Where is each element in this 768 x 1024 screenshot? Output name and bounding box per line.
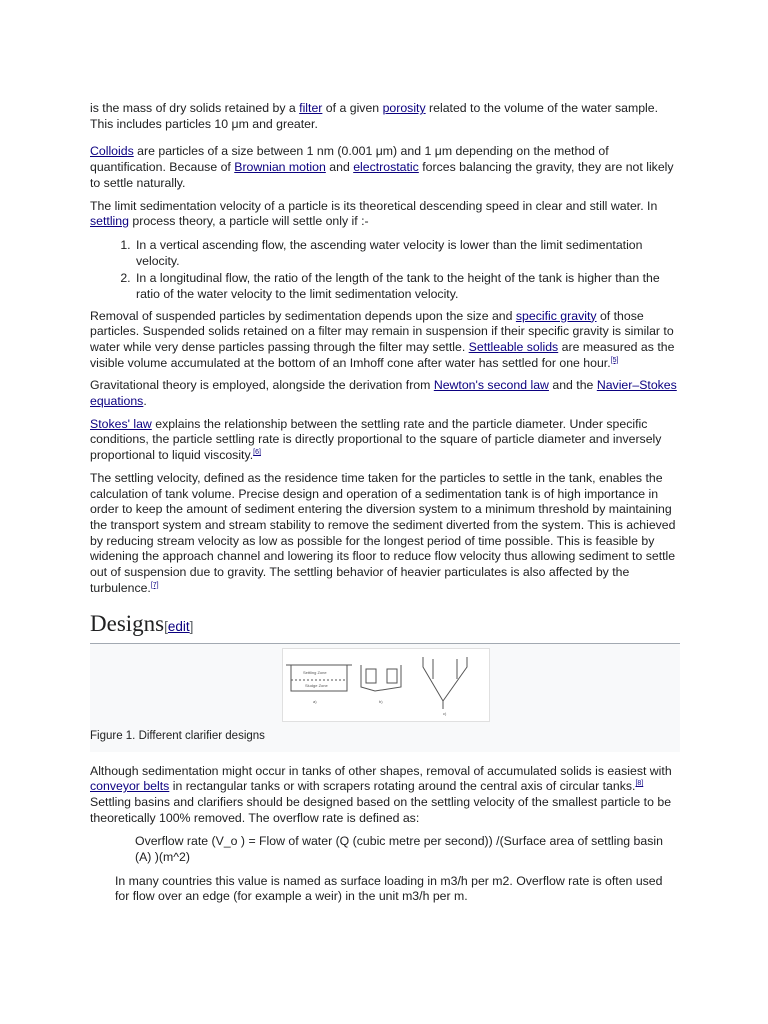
link-navier-stokes[interactable]: Navier–Stokes equations [90, 378, 677, 409]
paragraph-removal: Removal of suspended particles by sedimentation depends upon the size and specific gravity of those particles. Suspended solids retained on a filter may remain in suspension if their specific gravity is similar to water while very dense particles passing through the filter may settle. Settleable solids are measured as the visible volume accumulated at the bottom of an Imhoff cone after water has settled for one hour.[5] [90, 308, 675, 370]
overflow-rate-formula: Overflow rate (V_o ) = Flow of water (Q (cubic metre per second)) /(Surface area of settling basin (A) )(m^2) [135, 834, 663, 865]
reference-8[interactable]: [8] [635, 780, 644, 788]
link-settleable-solids[interactable]: Settleable solids [468, 339, 559, 354]
paragraph-limit-velocity: The limit sedimentation velocity of a particle is its theoretical descending speed in clear and still water. In settling process theory, a particle will settle only if :- [90, 198, 658, 229]
paragraph-gravitational: Gravitational theory is employed, alongside the derivation from Newton's second law and the Navier–Stokes equations. [90, 378, 677, 409]
paragraph-settling-velocity: The settling velocity, defined as the residence time taken for the particles to settle in the tank, enables the calculation of tank volume. Precise design and operation of a sedimentation tank is of high importance in order to keep the amount of sediment entering the diversion system to a minimum threshold by maintaining the transport system and stream stability to remove the sediment diverted from the system. This is achieved by reducing stream velocity as low as possible for the longest period of time possible. This is feasible by widening the approach channel and lowering its floor to reduce flow velocity thus allowing sediment to settle out of suspension due to gravity. The settling behavior of heavier particulates is also affected by the turbulence.[7] [90, 470, 676, 595]
link-settling[interactable]: settling [90, 214, 129, 229]
paragraph-tss: is the mass of dry solids retained by a filter of a given porosity related to the volume of the water sample. This includes particles 10 μm and greater. [90, 101, 659, 131]
hopper-tank-diagram [423, 657, 467, 716]
link-stokes-law[interactable]: Stokes' law [90, 416, 152, 431]
label-b: b) [379, 698, 383, 704]
figure-caption: Figure 1. Different clarifier designs [90, 729, 265, 742]
link-specific-gravity[interactable]: specific gravity [515, 308, 597, 323]
circular-tank-diagram [361, 665, 401, 704]
label-sludge-zone: Sludge Zone [305, 682, 328, 688]
link-colloids[interactable]: Colloids [90, 144, 134, 159]
list-item: 1. In a vertical ascending flow, the ascending water velocity is lower than the limit sedimentation velocity. [134, 238, 680, 270]
label-a: a) [313, 698, 317, 704]
link-electrostatic[interactable]: electrostatic [353, 160, 419, 175]
list-item: 2. In a longitudinal flow, the ratio of the length of the tank to the height of the tank is higher than the ratio of the water velocity to the limit sedimentation velocity. [134, 271, 680, 303]
figure-clarifier-designs [90, 644, 680, 752]
rectangular-tank-diagram [286, 665, 352, 704]
paragraph-surface-loading: In many countries this value is named as surface loading in m3/h per m2. Overflow rate is often used for flow over an edge (for example a weir) in the unit m3/h per m. [115, 873, 663, 904]
paragraph-tank-shapes: Although sedimentation might occur in tanks of other shapes, removal of accumulated solids is easiest with conveyor belts in rectangular tanks or with scrapers rotating around the central axis of circular tanks.[8] Settling basins and clarifiers should be designed based on the settling velocity of the smallest particle to be theoretically 100% removed. The overflow rate is defined as: [90, 763, 672, 825]
paragraph-stokes: Stokes' law explains the relationship between the settling rate and the particle diameter. Under specific conditions, the particle settling rate is directly proportional to the square of particle diameter and inversely proportional to liquid viscosity.[6] [90, 416, 662, 463]
reference-7[interactable]: [7] [150, 581, 159, 589]
settling-conditions-list [90, 238, 680, 303]
edit-section-link[interactable]: edit [167, 618, 190, 634]
reference-6[interactable]: [6] [253, 449, 261, 457]
clarifier-diagram-svg [283, 649, 489, 721]
label-c: c) [443, 710, 447, 716]
article-body [90, 101, 680, 912]
paragraph-colloids: Colloids are particles of a size between 1 nm (0.001 μm) and 1 μm depending on the method of quantification. Because of Brownian motion and electrostatic forces balancing the gravity, they are not likely to settle naturally. [90, 144, 674, 190]
link-newtons-second-law[interactable]: Newton's second law [433, 378, 549, 393]
label-settling-zone: Settling Zone [303, 669, 327, 675]
link-brownian-motion[interactable]: Brownian motion [234, 160, 326, 175]
link-filter[interactable]: filter [299, 101, 323, 115]
reference-5[interactable]: [5] [610, 356, 619, 364]
tank-c-outline [423, 657, 467, 701]
clarifier-diagram [282, 648, 490, 722]
section-heading-designs: Designs[edit] [90, 611, 680, 644]
link-conveyor-belts[interactable]: conveyor belts [90, 779, 170, 794]
link-porosity[interactable]: porosity [382, 101, 426, 115]
